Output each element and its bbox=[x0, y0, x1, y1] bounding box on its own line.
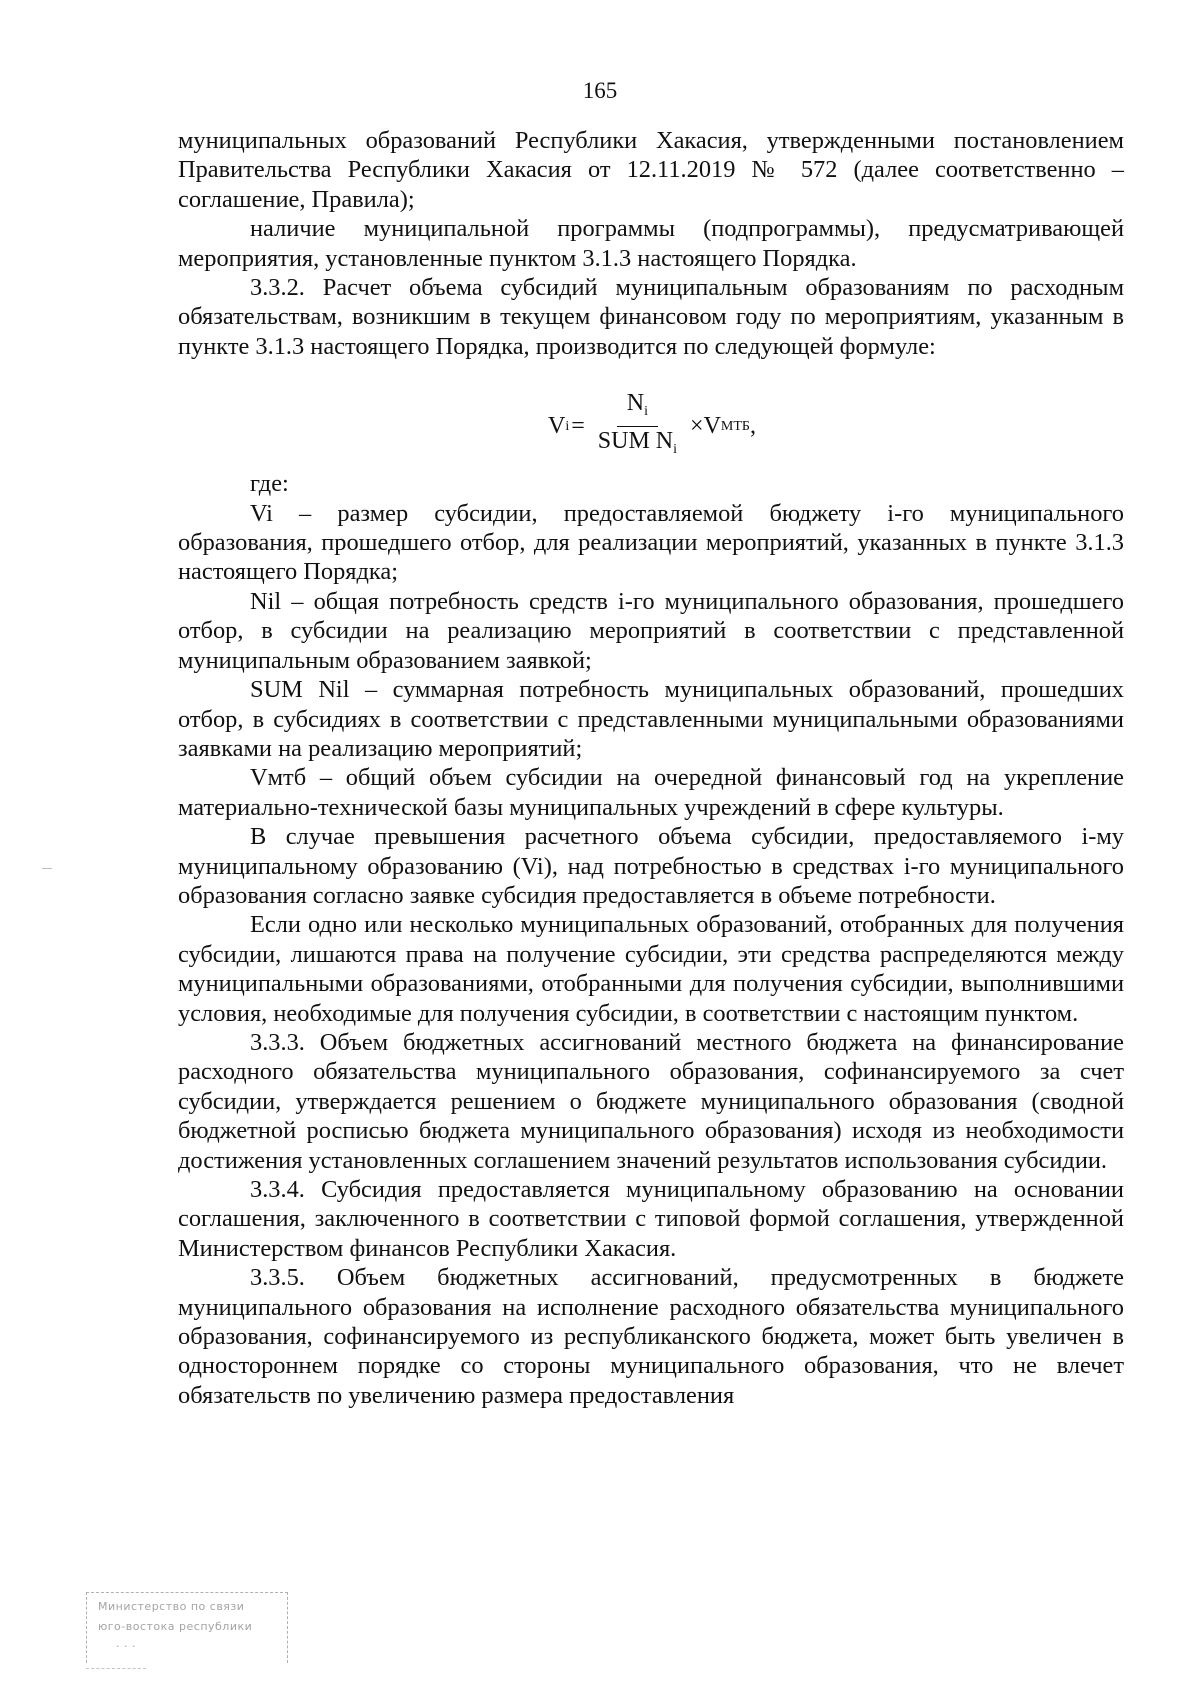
formula-times: ×V bbox=[690, 413, 721, 440]
paragraph: В случае превышения расчетного объема субсидии, предоставляемого i-му муниципальному образованию (Vi), над потребностью в средствах i-го муниципального образования согласно заявке субсидия предоставляется в объеме потребности. bbox=[178, 823, 1124, 909]
where-label: где: bbox=[250, 470, 289, 498]
paragraph: муниципальных образований Республики Хакасия, утвержденными постановлением Правительства Республики Хакасия от 12.11.2019 № 572 (далее соответственно – соглашение, Правила); bbox=[178, 127, 1124, 213]
paragraph: наличие муниципальной программы (подпрограммы), предусматривающей мероприятия, установленные пунктом 3.1.3 настоящего Порядка. bbox=[178, 215, 1124, 272]
scan-mark bbox=[42, 868, 52, 869]
formula-numerator-text: N bbox=[626, 390, 645, 417]
paragraph: SUM Nil – суммарная потребность муниципальных образований, прошедших отбор, в субсидиях в соответствии с представленными муниципальными образованиями заявками на реализацию мероприятий; bbox=[178, 676, 1124, 762]
stamp-line-3: · · · bbox=[116, 1640, 136, 1653]
paragraph: Vмтб – общий объем субсидии на очередной финансовый год на укрепление материально-технической базы муниципальных учреждений в сфере культуры. bbox=[178, 764, 1124, 821]
page-number: 165 bbox=[582, 78, 618, 103]
formula-lhs: V bbox=[548, 413, 566, 440]
formula-lhs-sub: i bbox=[565, 419, 570, 435]
stamp-line-2: юго-востока республики bbox=[98, 1620, 253, 1633]
formula-equals: = bbox=[571, 413, 585, 440]
formula-denominator-sub: i bbox=[673, 442, 678, 458]
formula-denominator bbox=[588, 427, 687, 464]
formula-times-sub: МТБ bbox=[720, 419, 750, 435]
registration-stamp bbox=[86, 1592, 296, 1678]
document-body bbox=[178, 126, 1124, 1410]
stamp-underline bbox=[86, 1668, 146, 1669]
stamp-line-1: Министерство по связи bbox=[98, 1600, 245, 1613]
formula bbox=[178, 377, 1124, 469]
paragraph: 3.3.4. Субсидия предоставляется муниципальному образованию на основании соглашения, заключенного в соответствии с типовой формой соглашения, утвержденной Министерством финансов Республики Хакасия. bbox=[178, 1176, 1124, 1262]
formula-numerator-sub: i bbox=[644, 404, 649, 420]
formula-fraction bbox=[588, 389, 687, 464]
formula-tail: , bbox=[749, 413, 756, 440]
formula-numerator bbox=[617, 389, 658, 427]
paragraph: Vi – размер субсидии, предоставляемой бюджету i-го муниципального образования, прошедшего отбор, для реализации мероприятий, указанных в пункте 3.1.3 настоящего Порядка; bbox=[178, 499, 1124, 586]
paragraph: Nil – общая потребность средств i-го муниципального образования, прошедшего отбор, в субсидии на реализацию мероприятий в соответствии с представленной муниципальным образованием заявкой; bbox=[178, 587, 1124, 674]
paragraph: 3.3.5. Объем бюджетных ассигнований, предусмотренных в бюджете муниципального образования на исполнение расходного обязательства муниципального образования, софинансируемого из республиканского бюджета, может быть увеличен в одностороннем порядке со стороны муниципального образования, что не влечет обязательств по увеличению размера предоставления bbox=[178, 1264, 1124, 1409]
paragraph: 3.3.3. Объем бюджетных ассигнований местного бюджета на финансирование расходного обязательства муниципального образования, софинансируемого за счет субсидии, утверждается решением о бюджете муниципального образования (сводной бюджетной росписью бюджета муниципального образования) исходя из необходимости достижения установленных соглашением значений результатов использования субсидии. bbox=[178, 1028, 1124, 1174]
formula-denominator-text: SUM N bbox=[597, 428, 674, 455]
paragraph: Если одно или несколько муниципальных образований, отобранных для получения субсидии, лишаются права на получение субсидии, эти средства распределяются между муниципальными образованиями, отобранными для получения субсидии, выполнившими условия, необходимые для получения субсидии, в соответствии с настоящим пунктом. bbox=[178, 911, 1124, 1027]
paragraph: 3.3.2. Расчет объема субсидий муниципальным образованиям по расходным обязательствам, возникшим в текущем финансовом году по мероприятиям, указанным в пункте 3.1.3 настоящего Порядка, производится по следующей формуле: bbox=[178, 274, 1124, 360]
